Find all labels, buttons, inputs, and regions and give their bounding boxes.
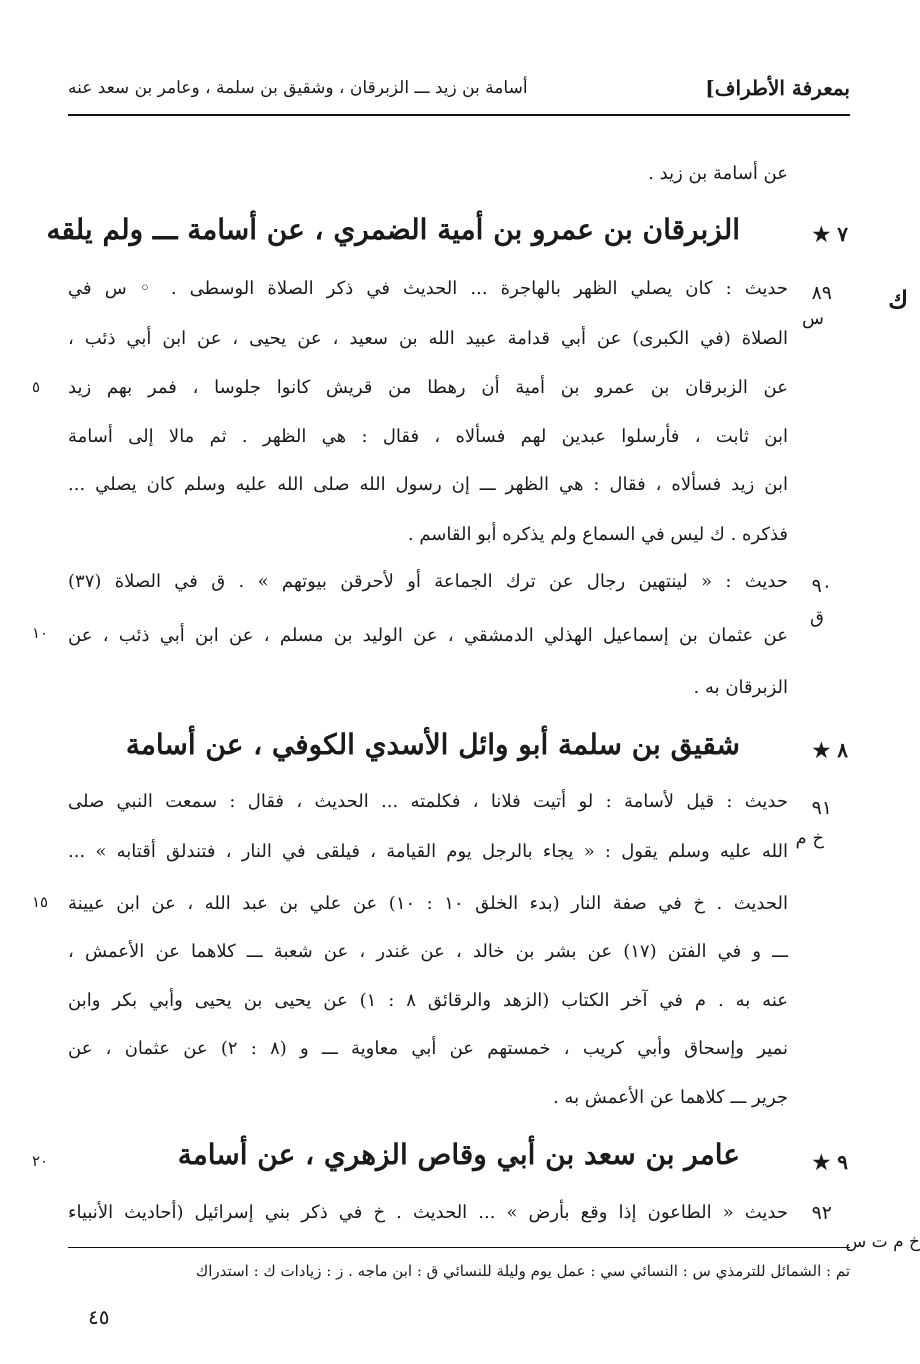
text-line: ابن ثابت ، فأرسلوا عبدين لهم فسألاه ، فقال : هي الظهر . ثم مالا إلى أسامة xyxy=(68,426,788,447)
header-rule xyxy=(68,114,850,116)
line-number-20: ٢٠ xyxy=(32,1152,49,1170)
entry-title-8: شقيق بن سلمة أبو وائل الأسدي الكوفي ، عن أسامة xyxy=(125,728,740,761)
hadith-number-90: ٩٠ xyxy=(811,575,832,597)
entry-number-7: ٧ ★ xyxy=(812,222,848,246)
text-line: الله عليه وسلم يقول : « يجاء بالرجل يوم القيامة ، فيلقى في النار ، فتندلق أقتابه » ... xyxy=(68,841,788,862)
hadith-symbol-90: ق xyxy=(810,607,824,628)
running-header xyxy=(68,68,850,108)
text-line: الصلاة (في الكبرى) عن أبي قدامة عبيد الله بن سعيد ، عن يحيى ، عن ابن أبي ذئب ، xyxy=(68,328,788,349)
hadith-symbol-91: خ م xyxy=(795,828,824,849)
text-line: حديث : كان يصلي الظهر بالهاجرة ... الحديث في ذكر الصلاة الوسطى . ◦ س في xyxy=(68,278,788,299)
page-number: ٤٥ xyxy=(88,1305,110,1329)
header-subtitle: أسامة بن زيد ـــ الزبرقان ، وشقيق بن سلمة ، وعامر بن سعد عنه xyxy=(68,78,528,98)
text-line: حديث « الطاعون إذا وقع بأرض » ... الحديث . خ في ذكر بني إسرائيل (أحاديث الأنبياء xyxy=(68,1202,788,1223)
entry-title-7: الزبرقان بن عمرو بن أمية الضمري ، عن أسامة ـــ ولم يلقه xyxy=(46,213,740,246)
hadith-symbol-89: س xyxy=(802,308,824,329)
text-line: الحديث . خ في صفة النار (بدء الخلق ١٠ : ١٠) عن علي بن عبد الله ، عن ابن عيينة xyxy=(68,893,788,914)
abbreviation-key: تم : الشمائل للترمذي س : النسائي سي : عمل يوم وليلة للنسائي ق : ابن ماجه . ز : زيادات ك : استدراك xyxy=(195,1262,850,1280)
line-number-10: ١٠ xyxy=(32,624,49,642)
text-line: الزبرقان به . xyxy=(693,677,788,698)
istidrak-margin-mark: ك xyxy=(888,285,908,314)
text-line: نمير وإسحاق وأبي كريب ، خمستهم عن أبي معاوية ـــ و (٨ : ٢) عن عثمان ، عن xyxy=(68,1038,789,1059)
text-line: فذكره . ك ليس في السماع ولم يذكره أبو القاسم . xyxy=(407,524,788,545)
entry-number-9: ٩ ★ xyxy=(812,1150,848,1174)
text-line: عن عثمان بن إسماعيل الهذلي الدمشقي ، عن الوليد بن مسلم ، عن ابن أبي ذئب ، عن xyxy=(68,625,788,646)
text-line: ـــ و في الفتن (١٧) عن بشر بن خالد ، عن غندر ، عن شعبة ـــ كلاهما عن الأعمش ، xyxy=(68,941,788,962)
hadith-number-89: ٨٩ xyxy=(811,282,832,304)
header-section-title: بمعرفة الأطراف] xyxy=(705,76,850,100)
entry-title-9: عامر بن سعد بن أبي وقاص الزهري ، عن أسامة xyxy=(177,1138,740,1171)
text-line: جرير ـــ كلاهما عن الأعمش به . xyxy=(552,1087,788,1108)
footnote-rule xyxy=(68,1247,850,1248)
hadith-number-91: ٩١ xyxy=(811,797,832,819)
text-line: عنه به . م في آخر الكتاب (الزهد والرقائق ٨ : ١) عن يحيى بن يحيى وأبي بكر وابن xyxy=(68,990,788,1011)
text-line: ابن زيد فسألاه ، فقال : هي الظهر ـــ إن رسول الله صلى الله عليه وسلم كان يصلي ... xyxy=(68,474,788,495)
text-line: عن الزبرقان بن عمرو بن أمية أن رهطا من قريش كانوا جلوسا ، فمر بهم زيد xyxy=(68,377,788,398)
hadith-symbol-92: خ م ت س xyxy=(845,1232,920,1252)
text-line: حديث : « لينتهين رجال عن ترك الجماعة أو لأحرقن بيوتهم » . ق في الصلاة (٣٧) xyxy=(68,571,788,592)
line-number-5: ٥ xyxy=(32,378,41,396)
entry-number-8: ٨ ★ xyxy=(812,738,848,762)
text-line: عن أسامة بن زيد . xyxy=(648,163,788,184)
text-line: حديث : قيل لأسامة : لو أتيت فلانا ، فكلمته ... الحديث ، فقال : سمعت النبي صلى xyxy=(68,791,788,812)
line-number-15: ١٥ xyxy=(32,893,49,911)
hadith-number-92: ٩٢ xyxy=(811,1202,832,1224)
